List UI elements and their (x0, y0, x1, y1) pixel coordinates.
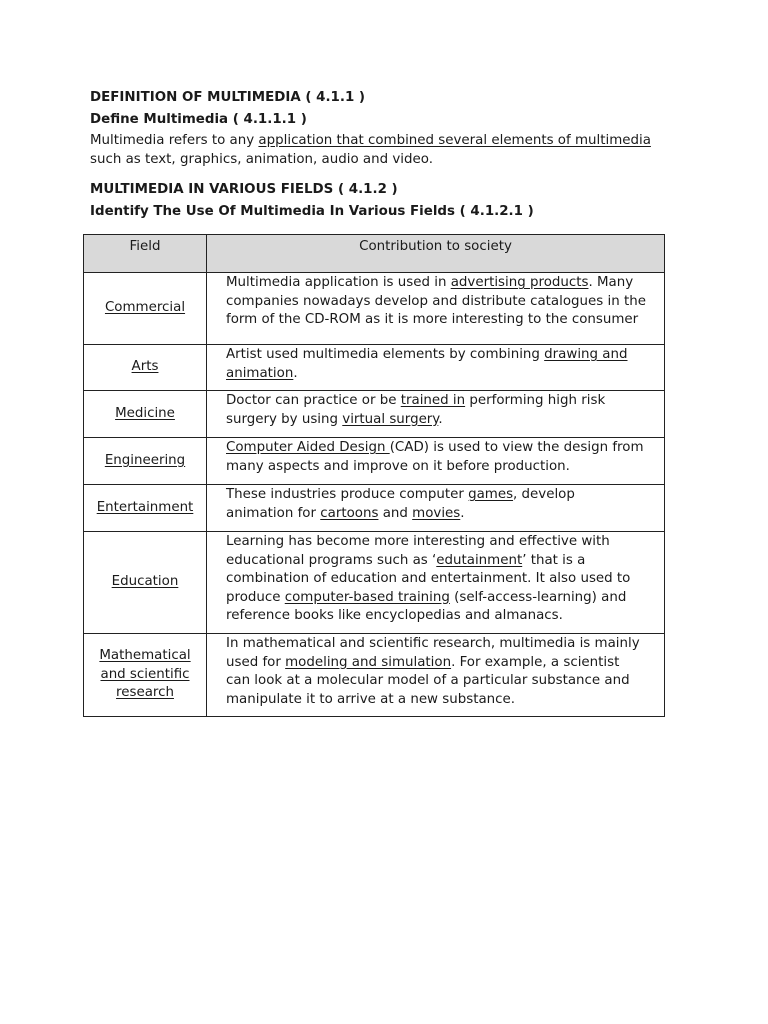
table-row (84, 391, 665, 438)
definition-link: application that combined several elements of multimedia (258, 133, 651, 148)
text: . (438, 411, 443, 427)
field-commercial: Commercial (104, 300, 186, 316)
text: Artist used multimedia elements by combining (226, 347, 545, 362)
table-row (84, 634, 665, 717)
text: . (460, 505, 465, 521)
field-education: Education (111, 574, 179, 590)
heading-identify: Identify The Use Of Multimedia In Various Fields ( 4.1.2.1 ) (90, 204, 534, 219)
field-cell (84, 345, 207, 391)
text: Doctor can practice or be (226, 393, 401, 408)
contribution-cell (207, 485, 665, 532)
field-mathematical-research: Mathematical and scientific research (99, 648, 191, 701)
field-entertainment: Entertainment (96, 499, 194, 515)
table-header-row (84, 235, 665, 273)
field-cell (84, 391, 207, 438)
text: performing high risk surgery by using (226, 393, 606, 427)
underlined-term: edutainment (436, 552, 523, 568)
document-page (90, 88, 690, 226)
contribution-cell (207, 438, 665, 485)
heading-fields: MULTIMEDIA IN VARIOUS FIELDS ( 4.1.2 ) (90, 182, 398, 197)
text: These industries produce computer (226, 487, 469, 502)
text: . (293, 365, 298, 381)
text: Learning has become more interesting and effective with educational programs such as ‘ (226, 534, 610, 568)
heading-define: Define Multimedia ( 4.1.1.1 ) (90, 112, 307, 127)
contribution-cell (207, 273, 665, 345)
table-row (84, 438, 665, 485)
definition-text-start: Multimedia refers to any (90, 133, 259, 148)
definition-text-end: such as text, graphics, animation, audio and video. (90, 152, 433, 167)
field-arts: Arts (131, 359, 159, 375)
table-row (84, 532, 665, 634)
text: and (378, 505, 413, 521)
header-contribution: Contribution to society (207, 235, 665, 273)
field-cell (84, 485, 207, 532)
underlined-term: modeling and simulation (285, 654, 452, 670)
text: Multimedia application is used in (226, 275, 451, 290)
underlined-term: virtual surgery (342, 411, 439, 427)
contribution-cell (207, 391, 665, 438)
underlined-term: games (468, 487, 514, 502)
fields-table (83, 234, 665, 717)
text: , develop animation for (226, 487, 575, 521)
text: In mathematical and scientific research, multimedia is mainly used for (226, 636, 640, 670)
field-cell (84, 532, 207, 634)
contribution-cell (207, 532, 665, 634)
text: ’ that is a combination of education and entertainment. It also used to produce (226, 552, 631, 605)
field-engineering: Engineering (104, 452, 186, 468)
text: (CAD) is used to view the design from many aspects and improve on it before production. (226, 440, 644, 474)
table-row (84, 345, 665, 391)
underlined-term: movies (412, 505, 461, 521)
field-cell (84, 273, 207, 345)
field-cell (84, 634, 207, 717)
table-row (84, 273, 665, 345)
definition-paragraph (90, 131, 690, 169)
text: . For example, a scientist can look at a molecular model of a particular substance and manipulate it to arrive at a new substance. (226, 654, 630, 707)
table-row (84, 485, 665, 532)
underlined-term: computer-based training (284, 589, 450, 605)
underlined-term: trained in (400, 393, 466, 408)
field-medicine: Medicine (115, 405, 175, 421)
underlined-term: advertising products (450, 275, 589, 290)
field-cell (84, 438, 207, 485)
underlined-term: cartoons (320, 505, 379, 521)
contribution-cell (207, 345, 665, 391)
text: (self-access-learning) and reference books like encyclopedias and almanacs. (226, 589, 627, 623)
heading-definition: DEFINITION OF MULTIMEDIA ( 4.1.1 ) (90, 90, 366, 105)
text: . Many companies nowadays develop and distribute catalogues in the form of the CD-ROM as it is more interesting to the consumer (226, 275, 646, 327)
header-field: Field (84, 235, 207, 273)
contribution-cell (207, 634, 665, 717)
underlined-term: Computer Aided Design (226, 440, 390, 455)
underlined-term: drawing and animation (226, 347, 628, 381)
